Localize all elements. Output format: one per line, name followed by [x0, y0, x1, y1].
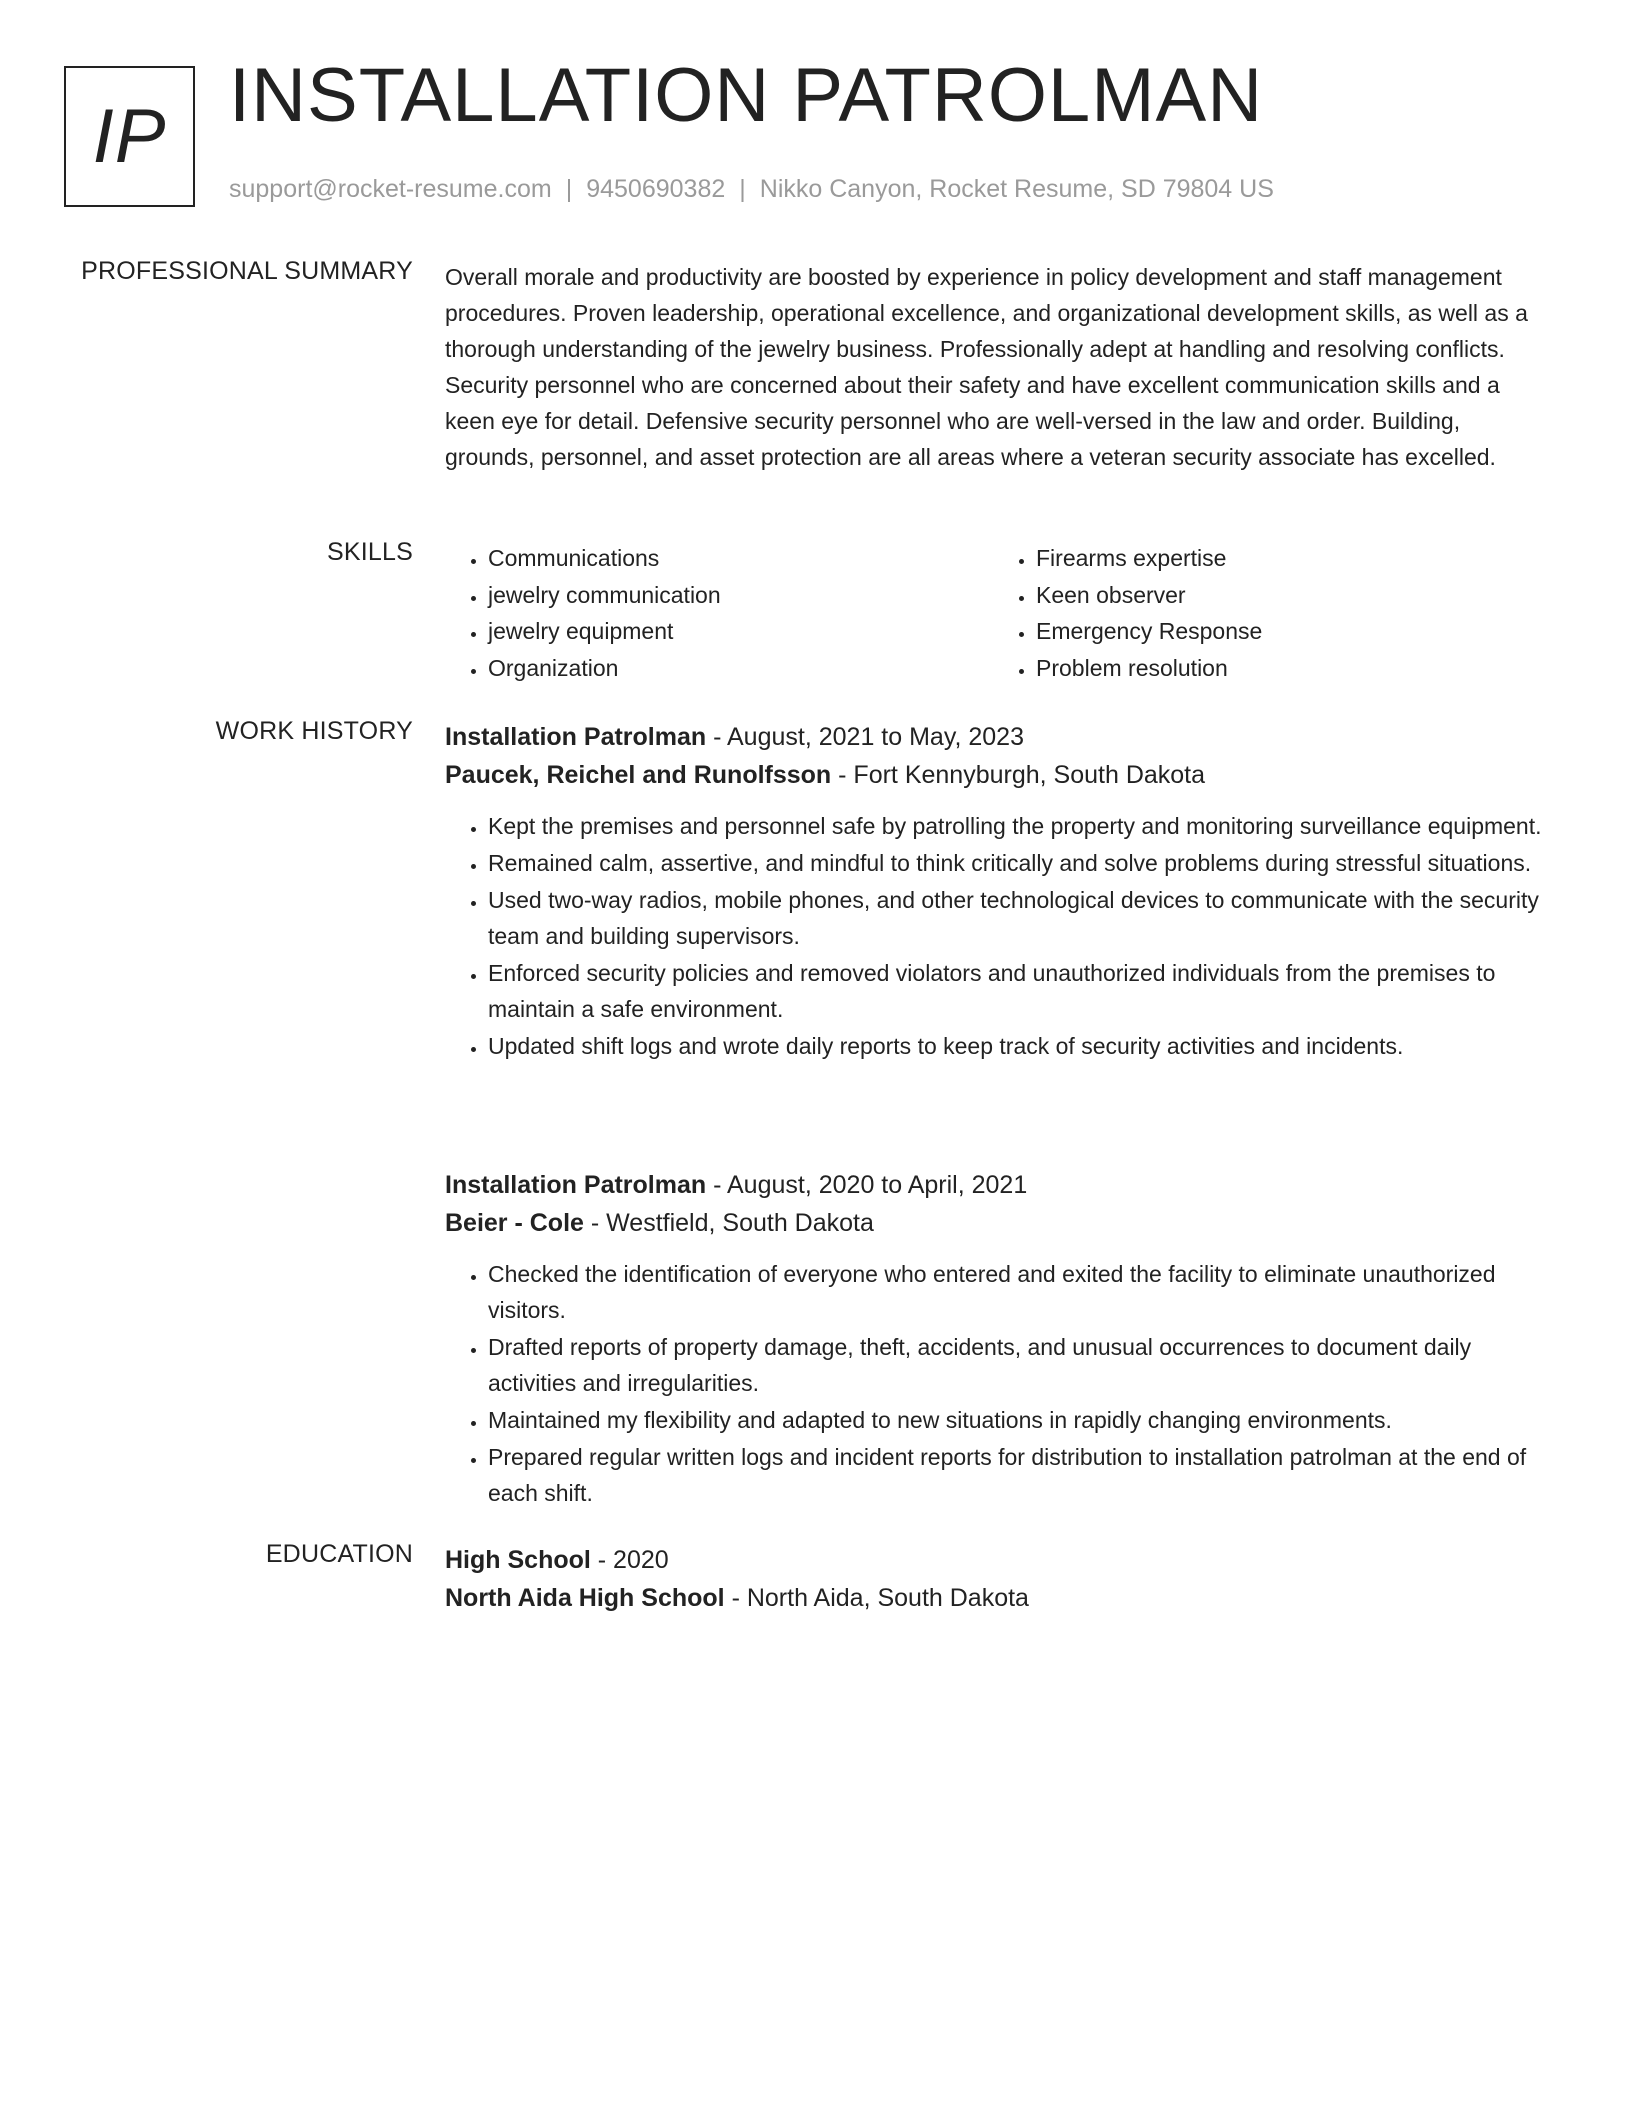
contact-separator: |	[565, 175, 573, 203]
job-dates: - August, 2021 to May, 2023	[706, 723, 1024, 751]
section-label-summary: PROFESSIONAL SUMMARY	[81, 257, 413, 285]
education-location: - North Aida, South Dakota	[724, 1584, 1029, 1612]
job-title: Installation Patrolman	[445, 723, 707, 751]
summary-text: Overall morale and productivity are boosted by experience in policy development and staff management procedures. Proven leadership, operational excellence, and organizational development skills, as well as a thorough understanding of the jewelry business. Professionally adept at handling and resolving conflicts. Security personnel who are concerned about their safety and have excellent communication skills and a keen eye for detail. Defensive security personnel who are well-versed in the law and order. Building, grounds, personnel, and asset protection are all areas where a veteran security associate has excelled.	[445, 264, 1528, 470]
education-entry	[445, 1541, 1555, 1617]
job-bullet: • Used two-way radios, mobile phones, and other technological devices to communicate with the security team and building supervisors.	[488, 882, 1555, 954]
job-title-line	[445, 1166, 1555, 1204]
job-location: - Fort Kennyburgh, South Dakota	[831, 761, 1206, 789]
contact-email: support@rocket-resume.com	[229, 175, 552, 203]
skill-item: • Keen observer	[1036, 577, 1541, 614]
skills-list	[445, 540, 1555, 686]
job-bullets	[445, 1256, 1555, 1511]
contact-phone: 9450690382	[586, 175, 726, 203]
job-company-line	[445, 756, 1555, 794]
job-bullets	[445, 808, 1555, 1064]
contact-separator: |	[739, 175, 746, 203]
job-bullet: • Maintained my flexibility and adapted to new situations in rapidly changing environments.	[488, 1402, 1555, 1438]
section-label-education: EDUCATION	[265, 1540, 413, 1568]
candidate-name: INSTALLATION PATROLMAN	[229, 53, 1264, 138]
job-company: Paucek, Reichel and Runolfsson	[445, 761, 832, 789]
job-entry	[445, 718, 1555, 1065]
job-company-line	[445, 1204, 1555, 1242]
job-bullet: • Prepared regular written logs and incident reports for distribution to installation patrolman at the end of each shift.	[488, 1439, 1555, 1511]
job-bullet: • Updated shift logs and wrote daily reports to keep track of security activities and incidents.	[488, 1028, 1555, 1064]
job-bullet: • Enforced security policies and removed violators and unauthorized individuals from the premises to maintain a safe environment.	[488, 955, 1555, 1027]
section-label-skills: SKILLS	[327, 538, 413, 566]
education-school-line	[445, 1579, 1555, 1617]
education-degree: High School	[445, 1546, 591, 1574]
skill-item: • Organization	[488, 650, 993, 687]
skill-item: • Firearms expertise	[1036, 540, 1541, 577]
skill-item: • jewelry equipment	[488, 613, 993, 650]
job-bullet: • Remained calm, assertive, and mindful to think critically and solve problems during stressful situations.	[488, 845, 1555, 881]
job-bullet: • Drafted reports of property damage, theft, accidents, and unusual occurrences to document daily activities and irregularities.	[488, 1329, 1555, 1401]
job-dates: - August, 2020 to April, 2021	[706, 1171, 1028, 1199]
contact-line	[229, 175, 1274, 204]
job-bullet: • Checked the identification of everyone who entered and exited the facility to eliminate unauthorized visitors.	[488, 1256, 1555, 1328]
skill-item: • jewelry communication	[488, 577, 993, 614]
education-school: North Aida High School	[445, 1584, 725, 1612]
education-degree-line	[445, 1541, 1555, 1579]
section-label-work-history: WORK HISTORY	[215, 717, 413, 745]
skill-item: • Problem resolution	[1036, 650, 1541, 687]
job-location: - Westfield, South Dakota	[583, 1209, 874, 1237]
skill-item: • Communications	[488, 540, 993, 577]
job-entry	[445, 1166, 1555, 1512]
skill-item: • Emergency Response	[1036, 613, 1541, 650]
skills-column-left	[445, 540, 993, 686]
contact-address: Nikko Canyon, Rocket Resume, SD 79804 US	[759, 175, 1274, 203]
monogram-box	[64, 66, 195, 207]
education-year: - 2020	[590, 1546, 669, 1574]
job-title-line	[445, 718, 1555, 756]
monogram-initials: IP	[92, 94, 167, 179]
skills-column-right	[993, 540, 1541, 686]
job-title: Installation Patrolman	[445, 1171, 707, 1199]
job-company: Beier - Cole	[445, 1209, 584, 1237]
job-bullet: • Kept the premises and personnel safe by patrolling the property and monitoring surveillance equipment.	[488, 808, 1555, 844]
